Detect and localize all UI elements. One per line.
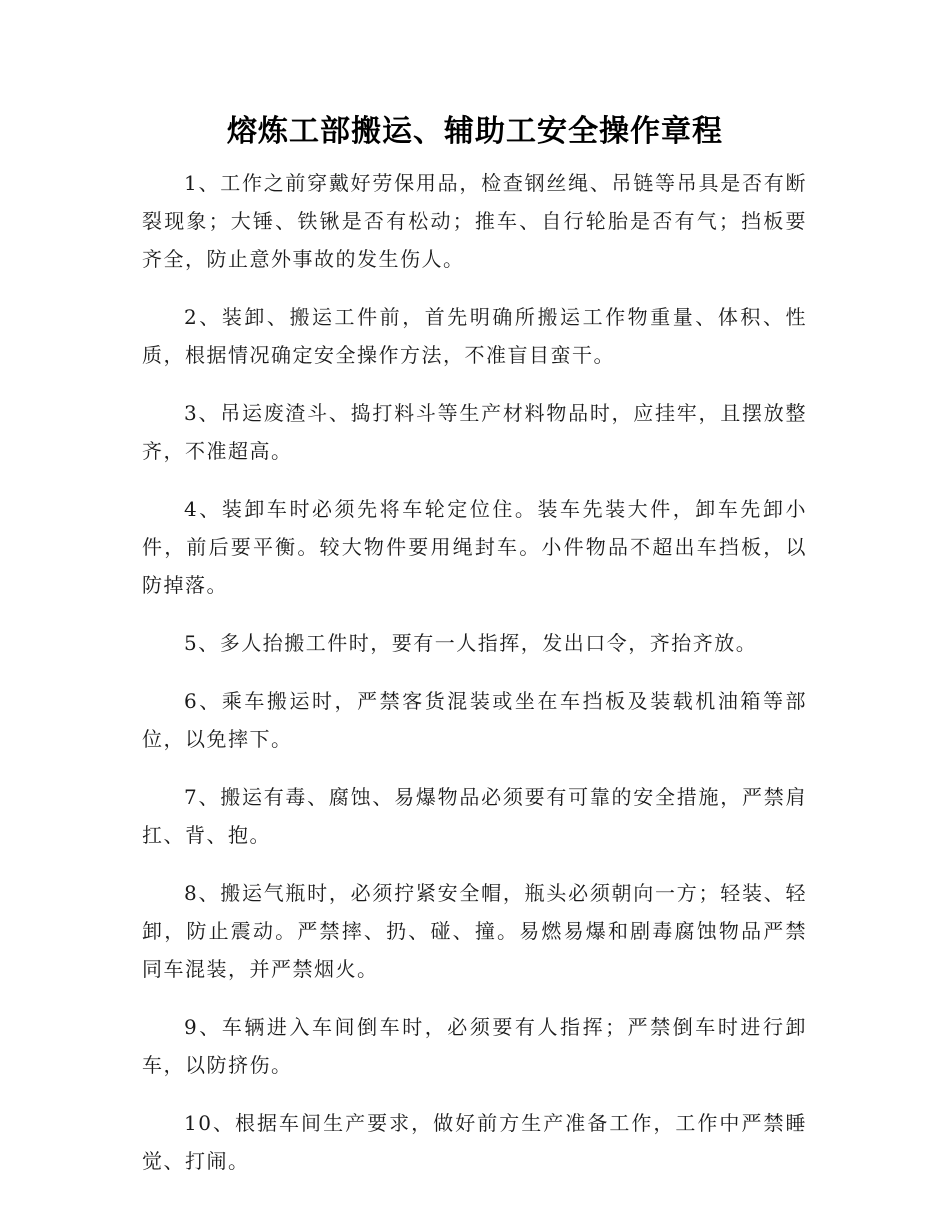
document-body — [142, 164, 807, 1200]
paragraph-9: 9、车辆进入车间倒车时，必须要有人指挥；严禁倒车时进行卸车，以防挤伤。 — [142, 1015, 807, 1077]
paragraph-1: 1、工作之前穿戴好劳保用品，检查钢丝绳、吊链等吊具是否有断裂现象；大锤、铁锹是否有松动；推车、自行轮胎是否有气；挡板要齐全，防止意外事故的发生伤人。 — [142, 171, 807, 271]
document-title: 熔炼工部搬运、辅助工安全操作章程 — [227, 114, 723, 149]
paragraph-10: 10、根据车间生产要求，做好前方生产准备工作，工作中严禁睡觉、打闹。 — [142, 1111, 807, 1173]
paragraph-5: 5、多人抬搬工件时，要有一人指挥，发出口令，齐抬齐放。 — [184, 631, 758, 655]
paragraph-7: 7、搬运有毒、腐蚀、易爆物品必须要有可靠的安全措施，严禁肩扛、背、抱。 — [142, 785, 807, 847]
paragraph-2: 2、装卸、搬运工件前，首先明确所搬运工作物重量、体积、性质，根据情况确定安全操作方法，不准盲目蛮干。 — [142, 305, 807, 367]
paragraph-8: 8、搬运气瓶时，必须拧紧安全帽，瓶头必须朝向一方；轻装、轻卸，防止震动。严禁摔、扔、碰、撞。易燃易爆和剧毒腐蚀物品严禁同车混装，并严禁烟火。 — [142, 881, 807, 981]
paragraph-6: 6、乘车搬运时，严禁客货混装或坐在车挡板及装载机油箱等部位，以免摔下。 — [142, 689, 807, 751]
paragraph-3: 3、吊运废渣斗、捣打料斗等生产材料物品时，应挂牢，且摆放整齐，不准超高。 — [142, 401, 807, 463]
paragraph-4: 4、装卸车时必须先将车轮定位住。装车先装大件，卸车先卸小件，前后要平衡。较大物件要用绳封车。小件物品不超出车挡板，以防掉落。 — [142, 497, 807, 597]
